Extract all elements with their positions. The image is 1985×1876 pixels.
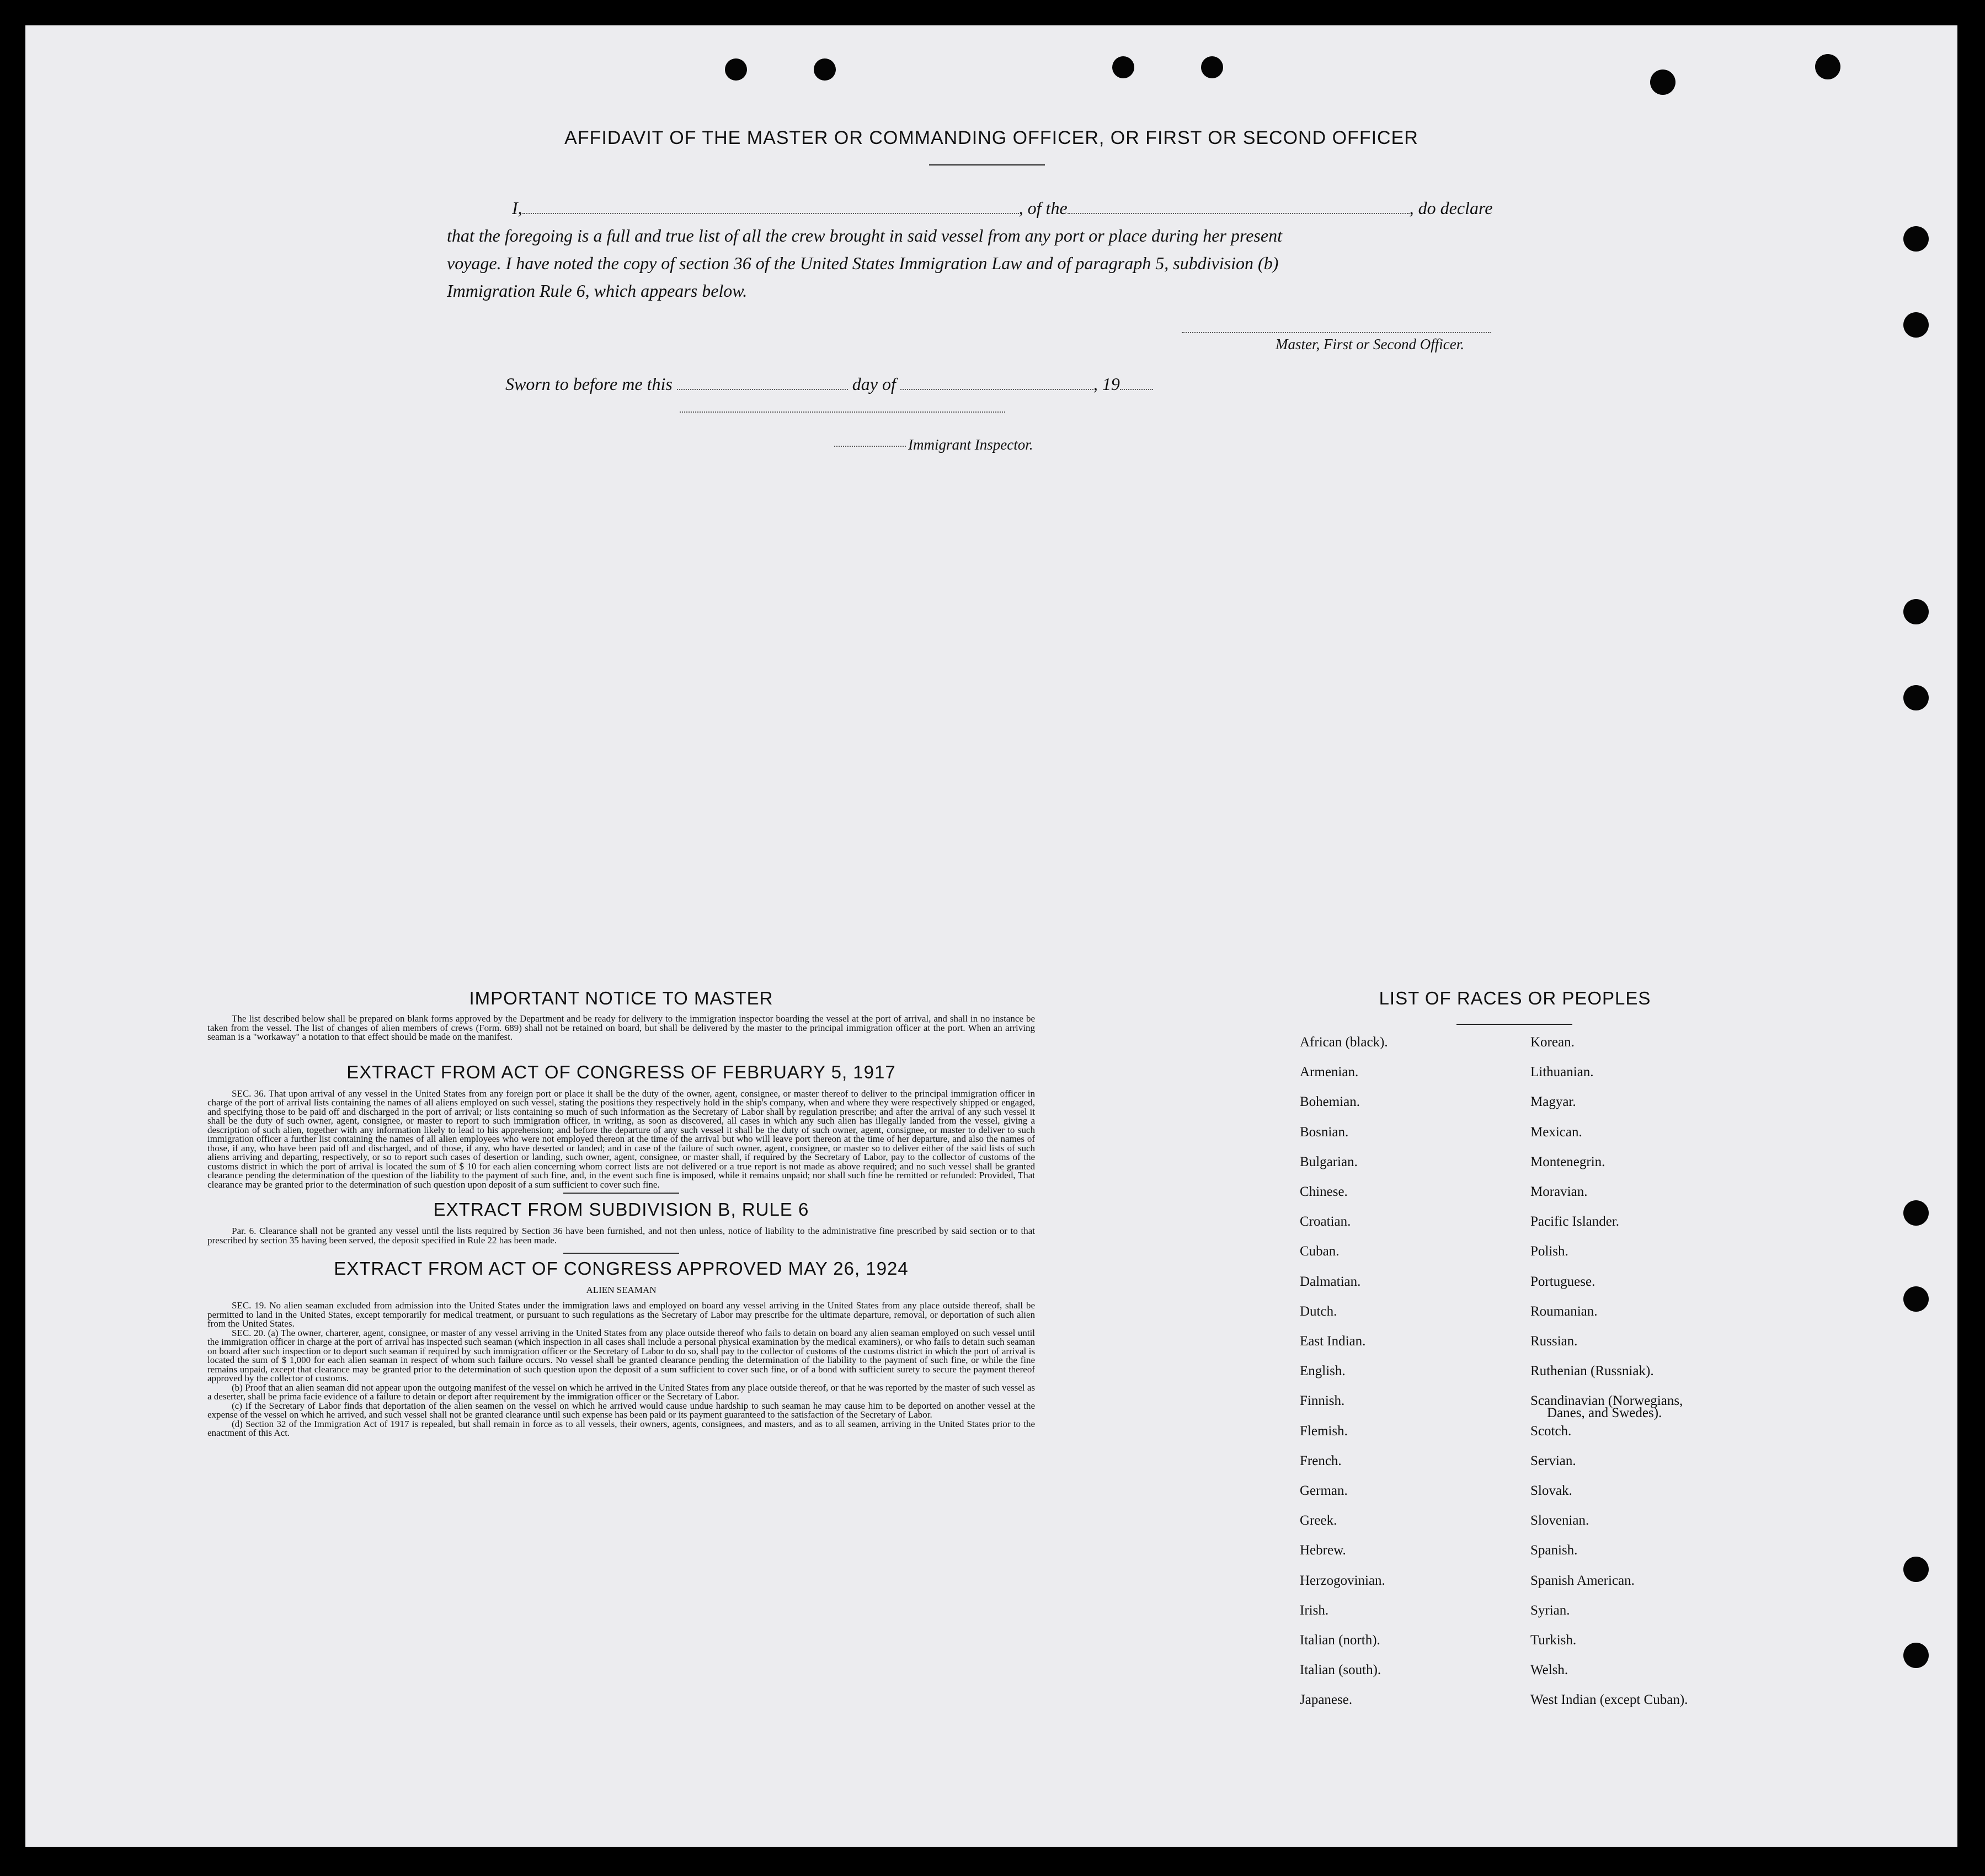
sec19-text: SEC. 19. No alien seaman excluded from admission into the United States under the immigration laws and employed on board any vessel arriving in the United States from any place outside thereof, shall be permitted to land in the United States, except temporarily for medical treatment, or pursuant to such regulations as the Secretary of Labor may prescribe for the ultimate departure, removal, or deportation of such alien from the United States.: [207, 1300, 1035, 1329]
affidavit-of-the: , of the: [1018, 198, 1068, 218]
race-item: West Indian (except Cuban).: [1530, 1692, 1688, 1708]
extract-1924-title: EXTRACT FROM ACT OF CONGRESS APPROVED MAY 26, 1924: [334, 1258, 909, 1279]
punch-hole: [1903, 1286, 1929, 1312]
inspector-label: Immigrant Inspector.: [908, 436, 1033, 453]
race-item: Finnish.: [1300, 1393, 1345, 1409]
race-item: Irish.: [1300, 1602, 1329, 1618]
master-signature-line[interactable]: [1182, 332, 1491, 333]
race-item: Flemish.: [1300, 1423, 1348, 1439]
punch-hole: [1903, 226, 1929, 252]
race-item: Italian (south).: [1300, 1663, 1381, 1678]
punch-hole: [1815, 54, 1840, 79]
title-divider: [929, 164, 1045, 165]
punch-hole: [725, 58, 747, 81]
inspector-dots: [834, 446, 906, 447]
race-item: Turkish.: [1530, 1633, 1577, 1648]
section-divider: [563, 1253, 679, 1254]
race-item: English.: [1300, 1364, 1346, 1379]
day-of-label: day of: [852, 374, 896, 394]
inspector-signature-line[interactable]: [680, 411, 1005, 413]
affidavit-i: I,: [512, 198, 522, 218]
race-item: Scandinavian (Norwegians,: [1530, 1393, 1683, 1409]
race-item: Dutch.: [1300, 1303, 1337, 1319]
race-item: Armenian.: [1300, 1065, 1359, 1080]
race-item: Korean.: [1530, 1035, 1575, 1050]
race-item: Bulgarian.: [1300, 1154, 1358, 1169]
race-item: Spanish.: [1530, 1543, 1578, 1558]
affidavit-line3: voyage. I have noted the copy of section 36 of the United States Immigration Law and of paragraph 5, subdivision (b): [447, 253, 1279, 273]
affidavit-line4: Immigration Rule 6, which appears below.: [447, 281, 748, 301]
punch-hole: [1903, 1200, 1929, 1226]
race-item: Syrian.: [1530, 1602, 1570, 1618]
race-item: Dalmatian.: [1300, 1274, 1361, 1289]
race-item: Slovenian.: [1530, 1513, 1589, 1528]
punch-hole: [1903, 1643, 1929, 1668]
vessel-blank[interactable]: [1068, 199, 1410, 214]
race-item: Herzogovinian.: [1300, 1573, 1385, 1588]
race-item: East Indian.: [1300, 1334, 1366, 1349]
punch-hole: [1903, 599, 1929, 624]
sec20b-text: (b) Proof that an alien seaman did not appear upon the outgoing manifest of the vessel on which he arrived in the United States from any place outside thereof, or that he was reported by the master of such vessel as a deserter, shall be prima facie evidence of a failure to detain or deport after requirement by the immigration officer or the Secretary of Labor.: [207, 1382, 1035, 1402]
punch-hole: [814, 58, 836, 81]
sec20c-text: (c) If the Secretary of Labor finds that deportation of the alien seamen on the vessel on which he arrived would cause undue hardship to such seaman he may cause him to be deported on another vessel at the expense of the vessel on which he arrived, and such vessel shall not be granted clearance until such expense has been paid or its payment guaranteed to the satisfaction of the Secretary of Labor.: [207, 1400, 1035, 1420]
race-item: Slovak.: [1530, 1483, 1572, 1498]
affidavit-body: [447, 194, 1523, 304]
affidavit-title: AFFIDAVIT OF THE MASTER OR COMMANDING OFFICER, OR FIRST OR SECOND OFFICER: [564, 127, 1418, 148]
extract-rule6-title: EXTRACT FROM SUBDIVISION B, RULE 6: [433, 1199, 809, 1220]
race-item: Polish.: [1530, 1244, 1568, 1259]
races-title: LIST OF RACES OR PEOPLES: [1379, 988, 1651, 1008]
race-item: Moravian.: [1530, 1184, 1588, 1199]
race-item: Chinese.: [1300, 1184, 1348, 1199]
race-item: African (black).: [1300, 1035, 1388, 1050]
race-item: Ruthenian (Russniak).: [1530, 1364, 1654, 1379]
sworn-month-blank[interactable]: [900, 375, 1093, 390]
punch-hole: [1650, 70, 1675, 95]
notice-text: The list described below shall be prepared on blank forms approved by the Department and be ready for delivery to the immigration inspector boarding the vessel at the port of arrival, and shall in no instance be taken from the vessel. The list of changes of alien members of crews (Form. 689) shall not be retained on board, but shall be delivered by the master to the principal immigration officer at the port. When an arriving seaman is a "workaway" a notation to that effect should be made on the manifest.: [207, 1013, 1035, 1042]
race-item: Mexican.: [1530, 1124, 1582, 1140]
affidavit-line2: that the foregoing is a full and true list of all the crew brought in said vessel from any port or place during her present: [447, 226, 1282, 245]
sec20a-text: SEC. 20. (a) The owner, charterer, agent, consignee, or master of any vessel arriving in the United States from any place outside thereof who fails to detain on board any alien seaman employed on such vessel until the immigration officer in charge at the port of arrival has inspected such seaman (which inspection in all cases shall include a personal physical examination by the medical examiners), or who fails to detain such seaman on board after such inspection or to deport such seaman if required by such immigration officer or the Secretary of Labor to do so, shall pay to the collector of customs of the customs district in which the port of arrival is located the sum of $ 1,000 for each alien seaman in respect of whom such failure occurs. No vessel shall be granted clearance pending the determination of the liability to the payment of such fine, or while the fine remains unpaid, except that clearance may be granted prior to the determination of such question upon the deposit of a sum sufficient to cover such fine, or of a bond with sufficient surety to secure the payment thereof approved by the collector of customs.: [207, 1327, 1035, 1383]
race-item: Roumanian.: [1530, 1303, 1598, 1319]
race-item: Montenegrin.: [1530, 1154, 1605, 1169]
document-sheet: [25, 25, 1957, 1847]
race-item: German.: [1300, 1483, 1348, 1498]
master-signature-label: Master, First or Second Officer.: [1276, 336, 1464, 352]
notice-column: [207, 988, 1035, 1438]
extract-1917-title: EXTRACT FROM ACT OF CONGRESS OF FEBRUARY 5, 1917: [346, 1061, 896, 1082]
extract-1924-subtitle: ALIEN SEAMAN: [586, 1285, 657, 1295]
race-item: Greek.: [1300, 1513, 1337, 1528]
extract-1917-text: SEC. 36. That upon arrival of any vessel in the United States from any foreign port or place it shall be the duty of the owner, agent, consignee, or master thereof to deliver to the principal immigration officer in charge of the port of arrival lists containing the names of all aliens employed on such vessel, stating the positions they respectively hold in the ship's company, when and where they were respectively shipped or engaged, and specifying those to be paid off and discharged in the port of arrival; or lists containing so much of such information as the Secretary of Labor shall by regulation prescribe; and after the arrival of any such vessel it shall be the duty of such owner, agent, consignee, or master to report to such immigration officer, in writing, as soon as discovered, all cases in which any such alien has illegally landed from the vessel, giving a description of such alien, together with any information likely to lead to his apprehension; and before the departure of any such vessel it shall be the duty of such owner, agent, consignee, or master to deliver to such immigration officer a further list containing the names of all alien employees who were not employed thereon at the time of the arrival but who will leave port thereon at the time of her departure, and also the names of those, if any, who have been paid off and discharged, and of those, if any, who have deserted or landed; and in case of the failure of such owner, agent, consignee, or master so to deliver either of the said lists of such aliens arriving and departing, respectively, or so to report such cases of desertion or landing, such owner, agent, consignee, or master shall, if required by the Secretary of Labor, pay to the collector of customs of the customs district in which the port of arrival is located the sum of $ 10 for each alien concerning whom correct lists are not delivered or a true report is not made as above required; and no such vessel shall be granted clearance pending the determination of the question of the liability to the payment of such fine, and, in the event such fine is imposed, while it remains unpaid; nor shall such fine be remitted or refunded: Provided, That clearance may be granted prior to the determination of such question upon deposit of a sum sufficient to cover such fine.: [207, 1088, 1035, 1190]
year-label: , 19: [1093, 374, 1120, 394]
punch-hole: [1903, 685, 1929, 710]
notice-title: IMPORTANT NOTICE TO MASTER: [469, 988, 773, 1008]
race-item: Italian (north).: [1300, 1633, 1380, 1648]
race-item: French.: [1300, 1453, 1342, 1468]
race-item: Servian.: [1530, 1453, 1576, 1468]
sworn-day-blank[interactable]: [677, 375, 848, 390]
punch-hole: [1201, 56, 1223, 78]
race-item: Lithuanian.: [1530, 1065, 1594, 1080]
sec20d-text: (d) Section 32 of the Immigration Act of 1917 is repealed, but shall remain in force as to all vessels, their owners, agents, consignees, and masters, and as to all seamen, arriving in the United States prior to the enactment of this Act.: [207, 1418, 1035, 1438]
race-item: Welsh.: [1530, 1663, 1568, 1678]
races-divider: [1456, 1024, 1572, 1025]
sworn-line: [505, 374, 1153, 394]
section-divider: [563, 1193, 679, 1194]
punch-hole: [1903, 312, 1929, 338]
race-item: Danes, and Swedes).: [1547, 1405, 1662, 1421]
race-item: Croatian.: [1300, 1214, 1351, 1230]
sworn-year-blank[interactable]: [1120, 375, 1153, 390]
race-item: Hebrew.: [1300, 1543, 1346, 1558]
race-item: Portuguese.: [1530, 1274, 1596, 1289]
name-blank[interactable]: [522, 199, 1019, 214]
sworn-label: Sworn to before me this: [505, 374, 673, 394]
race-item: Bohemian.: [1300, 1094, 1360, 1110]
race-item: Pacific Islander.: [1530, 1214, 1620, 1230]
race-item: Cuban.: [1300, 1244, 1340, 1259]
race-item: Scotch.: [1530, 1423, 1572, 1439]
race-item: Russian.: [1530, 1334, 1578, 1349]
punch-hole: [1903, 1557, 1929, 1582]
race-item: Japanese.: [1300, 1692, 1353, 1708]
race-item: Spanish American.: [1530, 1573, 1635, 1588]
punch-hole: [1112, 56, 1134, 78]
race-item: Magyar.: [1530, 1094, 1576, 1110]
affidavit-do-declare: , do declare: [1409, 198, 1493, 218]
race-item: Bosnian.: [1300, 1124, 1349, 1140]
extract-rule6-text: Par. 6. Clearance shall not be granted any vessel until the lists required by Section 36 have been furnished, and not then unless, notice of liability to the administrative fine prescribed by said section or to that prescribed by section 35 having been served, the deposit specified in Rule 22 has been made.: [207, 1226, 1035, 1246]
